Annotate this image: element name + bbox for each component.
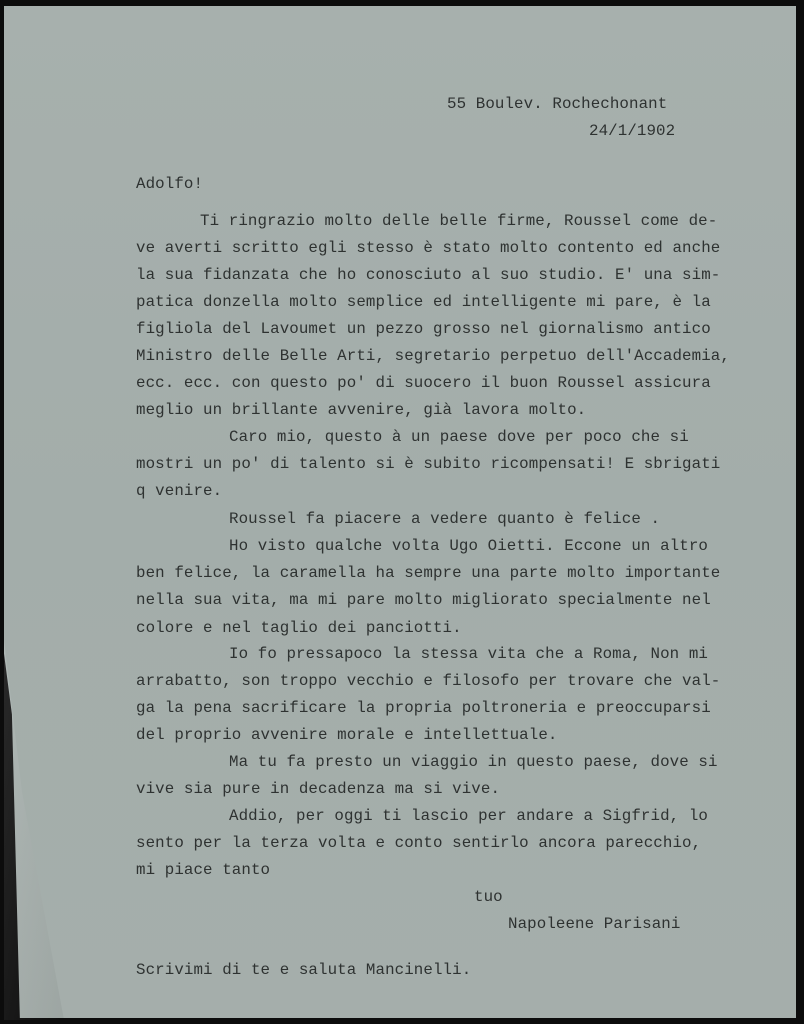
body-line: figliola del Lavoumet un pezzo grosso nel giornalismo antico xyxy=(136,320,711,338)
body-line: colore e nel taglio dei panciotti. xyxy=(136,619,462,637)
body-line: mi piace tanto xyxy=(136,861,271,879)
body-line: ve averti scritto egli stesso è stato molto contento ed anche xyxy=(136,239,721,257)
body-line: Ti ringrazio molto delle belle firme, Roussel come de- xyxy=(200,212,718,230)
body-line: ga la pena sacrificare la propria poltroneria e preoccuparsi xyxy=(136,699,711,717)
body-line: Addio, per oggi ti lascio per andare a Sigfrid, lo xyxy=(229,807,708,825)
signature: Napoleene Parisani xyxy=(508,915,681,933)
body-line: Ho visto qualche volta Ugo Oietti. Eccone un altro xyxy=(229,537,708,555)
sender-address: 55 Boulev. Rochechonant xyxy=(447,95,668,113)
letter-date: 24/1/1902 xyxy=(589,122,676,140)
body-line: Roussel fa piacere a vedere quanto è felice . xyxy=(229,510,661,528)
closing: tuo xyxy=(474,888,503,906)
body-line: del proprio avvenire morale e intellettuale. xyxy=(136,726,558,744)
body-line: ben felice, la caramella ha sempre una parte molto importante xyxy=(136,564,721,582)
body-line: Caro mio, questo à un paese dove per poco che si xyxy=(229,428,689,446)
body-line: meglio un brillante avvenire, già lavora molto. xyxy=(136,401,587,419)
body-line: mostri un po' di talento si è subito ricompensati! E sbrigati xyxy=(136,455,721,473)
body-line: vive sia pure in decadenza ma si vive. xyxy=(136,780,501,798)
body-line: la sua fidanzata che ho conosciuto al suo studio. E' una sim- xyxy=(136,266,721,284)
body-line: Ma tu fa presto un viaggio in questo paese, dove si xyxy=(229,753,718,771)
body-line: arrabatto, son troppo vecchio e filosofo per trovare che val- xyxy=(136,672,721,690)
body-line: patica donzella molto semplice ed intelligente mi pare, è la xyxy=(136,293,711,311)
body-line: sento per la terza volta e conto sentirlo ancora parecchio, xyxy=(136,834,702,852)
body-line: Ministro delle Belle Arti, segretario perpetuo dell'Accademia, xyxy=(136,347,730,365)
body-line: ecc. ecc. con questo po' di suocero il buon Roussel assicura xyxy=(136,374,711,392)
body-line: q venire. xyxy=(136,482,223,500)
body-line: nella sua vita, ma mi pare molto migliorato specialmente nel xyxy=(136,591,711,609)
postscript: Scrivimi di te e saluta Mancinelli. xyxy=(136,961,472,979)
body-line: Io fo pressapoco la stessa vita che a Roma, Non mi xyxy=(229,645,708,663)
salutation: Adolfo! xyxy=(136,175,204,193)
